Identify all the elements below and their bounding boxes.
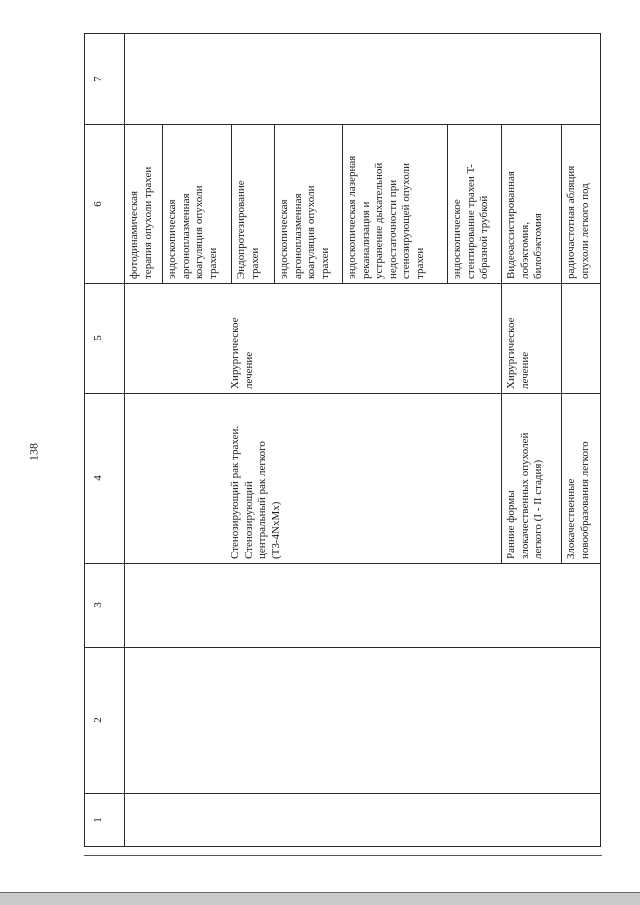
diagnosis-cell: Злокачественные новообразования легкого	[565, 441, 591, 559]
method-cell: фотодинамическая терапия опухоли трахеи	[128, 166, 154, 279]
treatment-cell: Хирургическое лечение	[229, 317, 255, 389]
diagnosis-cell: Ранние формы злокачественных опухолей легкого (I - II стадия)	[505, 432, 544, 559]
method-cell: Эндопротезирование трахеи	[235, 180, 261, 279]
bottom-rule	[84, 855, 602, 856]
method-cell: эндоскопическая аргоноплазменная коагуляция опухоли трахеи	[278, 185, 331, 279]
column-header-3: 3	[92, 602, 104, 608]
method-cell: радиочастотная абляция опухоли легкого под	[565, 165, 591, 279]
column-header-6: 6	[92, 201, 104, 207]
medical-table	[84, 33, 601, 847]
column-header-5: 5	[92, 335, 104, 341]
column-header-4: 4	[92, 475, 104, 481]
page-number: 138	[26, 443, 41, 461]
column-header-1: 1	[92, 817, 104, 823]
method-cell: Видеоассистированная лобэктомия, билобэктомия	[505, 171, 544, 279]
column-header-2: 2	[92, 717, 104, 723]
scan-edge	[0, 893, 640, 905]
diagnosis-cell: Стенозирующий рак трахеи. Стенозирующий центральный рак легкого (T3-4NxMx)	[229, 425, 282, 559]
method-cell: эндоскопическая аргоноплазменная коагуляция опухоли трахеи	[166, 185, 219, 279]
method-cell: эндоскопическая лазерная реканализация и устранение дыхательной недостаточности при стенозирующей опухоли трахеи	[346, 155, 426, 279]
method-cell: эндоскопическое стентирование трахеи T- образной трубкой	[451, 164, 490, 279]
column-header-7: 7	[92, 76, 104, 82]
treatment-cell: Хирургическое лечение	[505, 317, 531, 389]
